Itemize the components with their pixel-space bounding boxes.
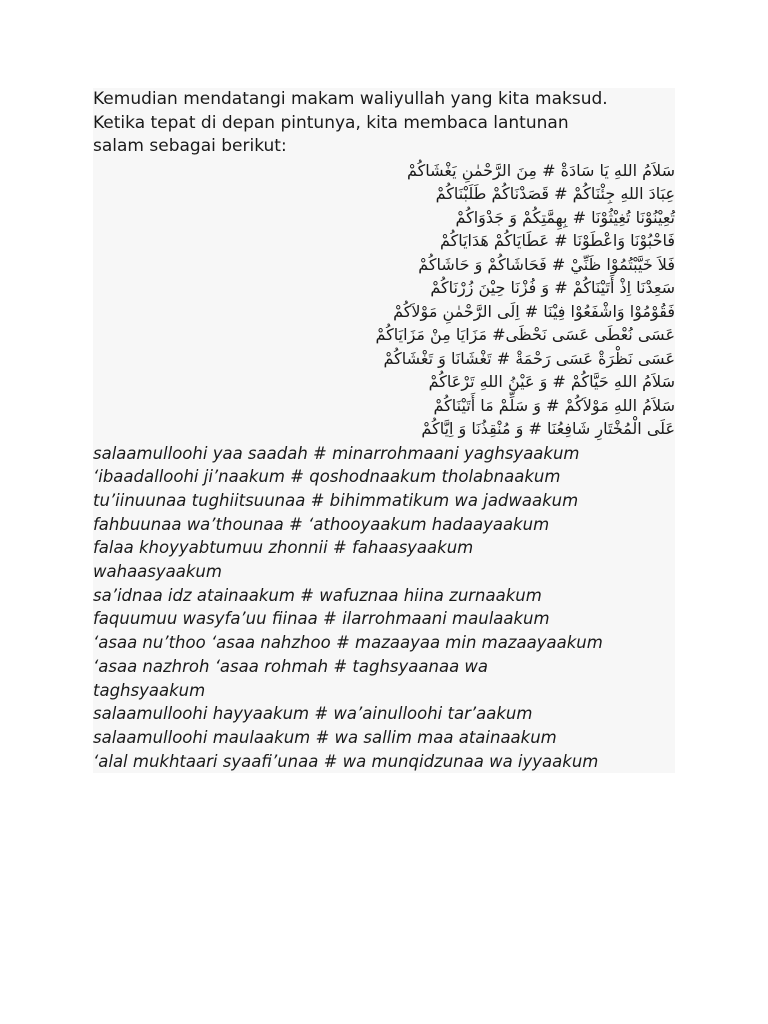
intro-line: salam sebagai berikut: xyxy=(93,136,287,156)
arabic-line: فَقُوْمُوْا وَاشْفَعُوْا فِيْنَا # اِلَى الرَّحْمٰنِ مَوْلاَكُمْ xyxy=(393,301,675,321)
latin-line: fahbuunaa wa’thounaa # ‘athooyaakum hadaayaakum xyxy=(93,514,550,534)
latin-line: wahaasyaakum xyxy=(93,562,222,582)
arabic-line: تُعِيْنُوْنَا تُغِيْثُوْنَا # بِهِمَّتِكُمْ وَ جَدْوَاكُمْ xyxy=(455,207,675,227)
latin-line: salaamulloohi hayyaakum # wa’ainulloohi tar’aakum xyxy=(93,704,533,724)
arabic-line: عِبَادَ اللهِ جِئْنَاكُمْ # قَصَدْنَاكُمْ طَلَبْنَاكُمْ xyxy=(435,184,675,203)
latin-line: faquumuu wasyfa’uu fiinaa # ilarrohmaani maulaakum xyxy=(93,609,550,629)
arabic-line: فَلاَ خَيَّبْتُمُوْا ظَنِّيْ # فَحَاشَاكُمْ وَ حَاشَاكُمْ xyxy=(418,254,675,274)
arabic-line: فَاحْبُوْنَا وَاعْطَوْنَا # عَطَايَاكُمْ هَدَايَاكُمْ xyxy=(439,231,675,250)
arabic-line: عَسَى نُعْطَى عَسَى نَحْظَى# مَزَايَا مِنْ مَزَايَاكُمْ xyxy=(375,325,675,344)
arabic-line: عَلَى الْمُخْتَارِ شَافِعُنَا # وَ مُنْقِذُنَا وَ اِيَّاكُمْ xyxy=(421,419,675,438)
arabic-line: عَسَى نَظْرَةْ عَسَى رَحْمَةْ # تَغْشَانَا وَ تَغْشَاكُمْ xyxy=(383,348,675,368)
latin-line: ‘asaa nazhroh ‘asaa rohmah # taghsyaanaa wa xyxy=(93,656,489,676)
document-page xyxy=(93,88,675,773)
latin-line: falaa khoyyabtumuu zhonnii # fahaasyaakum xyxy=(93,538,474,558)
transliteration-verses xyxy=(93,441,675,774)
arabic-line: سَعِدْنَا اِذْ أَتَيْنَاكُمْ # وَ فُزْنَا حِيْنَ زُرْنَاكُمْ xyxy=(430,278,675,297)
latin-line: sa’idnaa idz atainaakum # wafuznaa hiina zurnaakum xyxy=(93,585,542,605)
arabic-line: سَلاَمُ اللهِ حَيَّاكُمْ # وَ عَيْنُ اللهِ تَرْعَاكُمْ xyxy=(428,372,675,391)
intro-line: Kemudian mendatangi makam waliyullah yang kita maksud. xyxy=(93,89,608,109)
latin-line: ‘ibaadalloohi ji’naakum # qoshodnaakum tholabnaakum xyxy=(93,467,561,487)
latin-line: salaamulloohi maulaakum # wa sallim maa atainaakum xyxy=(93,727,557,747)
arabic-line: سَلاَمُ اللهِ مَوْلاَكُمْ # وَ سَلِّمْ مَا أَتَيْنَاكُمْ xyxy=(433,395,675,415)
latin-line: tu’iinuunaa tughiitsuunaa # bihimmatikum wa jadwaakum xyxy=(93,490,579,510)
intro-paragraph xyxy=(93,88,675,159)
latin-line: salaamulloohi yaa saadah # minarrohmaani yaghsyaakum xyxy=(93,443,580,463)
arabic-line: سَلاَمُ اللهِ يَا سَادَةْ # مِنَ الرَّحْمٰنِ يَغْشَاكُمْ xyxy=(407,160,675,180)
latin-line: ‘alal mukhtaari syaafi’unaa # wa munqidzunaa wa iyyaakum xyxy=(93,751,599,771)
latin-line: taghsyaakum xyxy=(93,680,206,700)
intro-line: Ketika tepat di depan pintunya, kita membaca lantunan xyxy=(93,112,569,133)
arabic-verses xyxy=(93,159,675,441)
latin-line: ‘asaa nu’thoo ‘asaa nahzhoo # mazaayaa min mazaayaakum xyxy=(93,633,603,653)
